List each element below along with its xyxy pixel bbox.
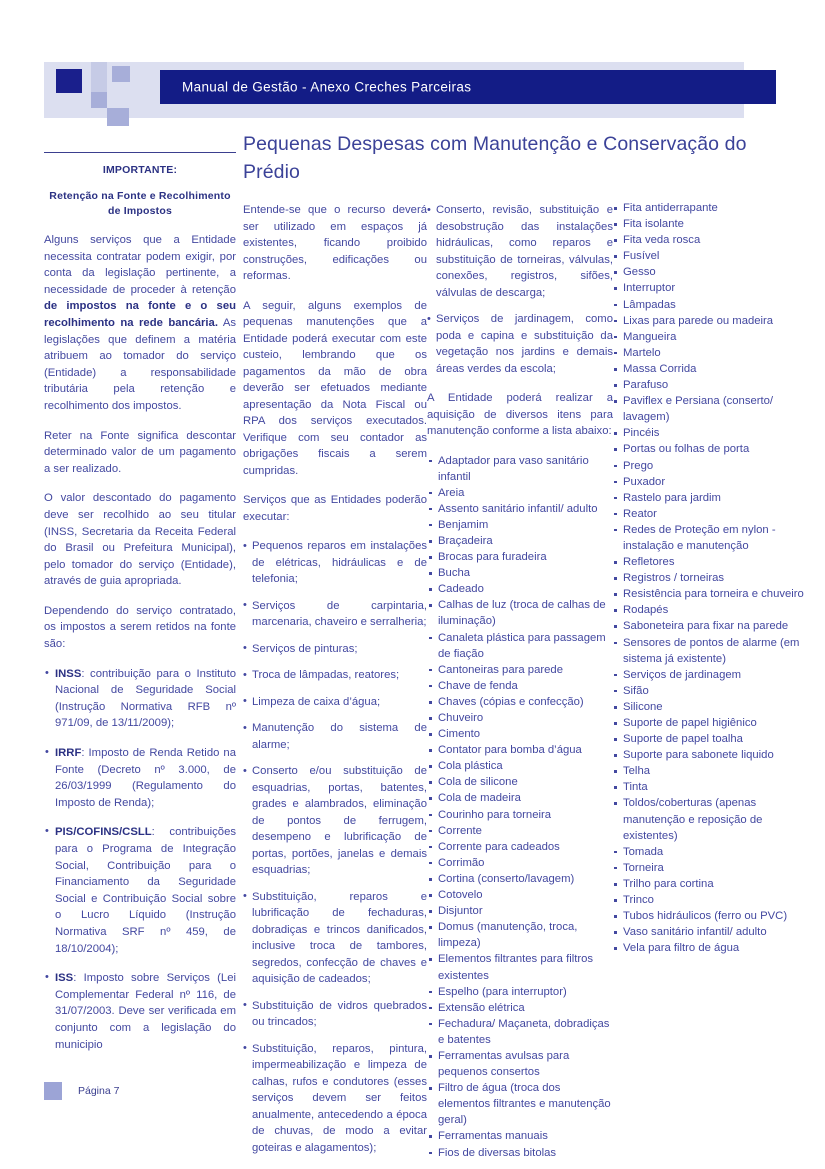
sidebar-heading-subject: Retenção na Fonte e Recolhimento de Impostos	[49, 190, 231, 217]
list-item: Fechadura/ Maçaneta, dobradiças e batentes	[427, 1016, 613, 1048]
list-item: Chave de fenda	[427, 678, 613, 694]
list-item: Trilho para cortina	[612, 876, 804, 892]
list-item: Resistência para torneira e chuveiro	[612, 586, 804, 602]
tax-label: INSS	[55, 667, 82, 680]
list-item: Torneira	[612, 860, 804, 876]
header-title-bar	[160, 70, 776, 104]
list-item: Areia	[427, 485, 613, 501]
list-item: Bucha	[427, 565, 613, 581]
page-title: Pequenas Despesas com Manutenção e Conservação do Prédio	[243, 133, 747, 183]
list-item: • Conserto e/ou substituição de esquadrias, portas, batentes, grades e alambrados, eliminação de pontos de ferrugem, desempeno e lubrificação de portas, portões, janelas e demais esquadrias;	[243, 763, 427, 879]
tax-text: : Imposto de Renda Retido na Fonte (Decreto nº 3.000, de 26/03/1999 (Regulamento do Imposto de Renda);	[55, 747, 236, 809]
list-item: Lâmpadas	[612, 297, 804, 313]
list-item: Corrente	[427, 823, 613, 839]
list-item: Cimento	[427, 726, 613, 742]
list-item: • Limpeza de caixa d’água;	[243, 694, 427, 711]
list-item: • Conserto, revisão, substituição e desobstrução das instalações hidráulicas, como reparos e substituição de torneiras, válvulas, conexões, registros, sifões, válvulas de descarga;	[427, 202, 613, 301]
list-item: Prego	[612, 458, 804, 474]
sidebar-paragraph-1-bold: de impostos na fonte e o seu recolhimento na rede bancária.	[44, 300, 236, 329]
list-item: Tomada	[612, 844, 804, 860]
list-item: Suporte de papel higiênico	[612, 715, 804, 731]
list-item: • Manutenção do sistema de alarme;	[243, 720, 427, 753]
list-item: Fita veda rosca	[612, 232, 804, 248]
list-item: • Serviços de jardinagem, como poda e capina e substituição da vegetação nos jardins e demais áreas verdes da escola;	[427, 311, 613, 377]
col3-services-list	[427, 202, 613, 377]
list-item: Saboneteira para fixar na parede	[612, 618, 804, 634]
list-item: Vela para filtro de água	[612, 940, 804, 956]
header-decor-square-mid-1	[91, 92, 107, 108]
list-item: Ferramentas manuais	[427, 1128, 613, 1144]
list-item: Redes de Proteção em nylon - instalação e manutenção	[612, 522, 804, 554]
sidebar-divider	[44, 152, 236, 153]
sidebar-paragraph-2: Reter na Fonte significa descontar determinado valor de um pagamento a ser realizado.	[44, 429, 236, 475]
content-column-4	[612, 200, 804, 956]
col2-services-list	[243, 538, 427, 1156]
list-item: Extensão elétrica	[427, 1000, 613, 1016]
sidebar-paragraph-1	[44, 232, 236, 415]
list-item: Rodapés	[612, 602, 804, 618]
col2-paragraph-3: Serviços que as Entidades poderão executar:	[243, 494, 427, 523]
list-item: Suporte de papel toalha	[612, 731, 804, 747]
list-item	[44, 824, 236, 957]
content-column-2	[243, 202, 427, 1169]
list-item: Brocas para furadeira	[427, 549, 613, 565]
header-decor-square-dark-1	[56, 69, 82, 93]
list-item: Interruptor	[612, 280, 804, 296]
list-item: Registros / torneiras	[612, 570, 804, 586]
page-footer	[44, 1082, 119, 1100]
tax-label: PIS/COFINS/CSLL	[55, 826, 152, 839]
tax-label: ISS	[55, 972, 74, 985]
tax-text: : contribuições para o Programa de Integração Social, Contribuição para o Financiamento da Seguridade Social e Contribuição Social sobre o Lucro Líquido (Instrução Normativa SRF nº 459, de 18/10/2004);	[55, 826, 236, 955]
list-item: Elementos filtrantes para filtros existentes	[427, 951, 613, 983]
list-item: Benjamim	[427, 517, 613, 533]
list-item: Mangueira	[612, 329, 804, 345]
header-title: Manual de Gestão - Anexo Creches Parceiras	[182, 79, 472, 95]
header-decor-square-mid-3	[112, 66, 130, 82]
list-item: Assento sanitário infantil/ adulto	[427, 501, 613, 517]
list-item: Espelho (para interruptor)	[427, 984, 613, 1000]
list-item: • Substituição de vidros quebrados ou trincados;	[243, 998, 427, 1031]
list-item: Vaso sanitário infantil/ adulto	[612, 924, 804, 940]
list-item: • Serviços de carpintaria, marcenaria, chaveiro e serralheria;	[243, 598, 427, 631]
list-item: Parafuso	[612, 377, 804, 393]
list-item: Sensores de pontos de alarme (em sistema já existente)	[612, 635, 804, 667]
list-item: Corrente para cadeados	[427, 839, 613, 855]
tax-text: : contribuição para o Instituto Nacional de Seguridade Social (Instrução Normativa RFB nº 971/09, de 13/11/2009);	[55, 667, 236, 730]
sidebar-paragraph-3: O valor descontado do pagamento deve ser recolhido ao seu titular (INSS, Secretaria da Receita Federal do Brasil ou Prefeitura Municipal), pelo tomador do serviço (Entidade), através de guia apropriada.	[44, 492, 236, 588]
list-item	[44, 970, 236, 1053]
col3-intro-paragraph: A Entidade poderá realizar a aquisição de diversos itens para manutenção conforme a lista abaixo:	[427, 392, 613, 437]
list-item: Puxador	[612, 474, 804, 490]
footer-decor-square	[44, 1082, 62, 1100]
list-item: • Pequenos reparos em instalações de elétricas, hidráulicas e de telefonia;	[243, 538, 427, 588]
list-item: Fita antiderrapante	[612, 200, 804, 216]
sidebar-heading-important: IMPORTANTE:	[102, 164, 178, 176]
sidebar-tax-list	[44, 666, 236, 1053]
list-item: Braçadeira	[427, 533, 613, 549]
list-item: Telha	[612, 763, 804, 779]
list-item: Corrimão	[427, 855, 613, 871]
list-item: Cadeado	[427, 581, 613, 597]
list-item: Serviços de jardinagem	[612, 667, 804, 683]
list-item: Suporte para sabonete liquido	[612, 747, 804, 763]
list-item: • Substituição, reparos e lubrificação de fechaduras, dobradiças e trincos danificados, inclusive troca de tambores, segredos, confecção de chaves e aquisição de cadeados;	[243, 889, 427, 988]
list-item: Gesso	[612, 264, 804, 280]
list-item: Toldos/coberturas (apenas manutenção e reposição de existentes)	[612, 795, 804, 843]
sidebar-paragraph-1-tail: As legislações que definem a matéria atribuem ao tomador do serviço (Entidade) a responsabilidade tributária pela retenção e recolhimento dos impostos.	[44, 316, 237, 412]
list-item: Rastelo para jardim	[612, 490, 804, 506]
col4-items-list	[612, 200, 804, 956]
list-item: Pincéis	[612, 425, 804, 441]
list-item: Paviflex e Persiana (conserto/ lavagem)	[612, 393, 804, 425]
col2-paragraph-1: Entende-se que o recurso deverá ser utilizado em espaços já existentes, ficando proibido construções, edificações ou reformas.	[243, 204, 427, 282]
list-item: Cantoneiras para parede	[427, 662, 613, 678]
sidebar-paragraph-1-lead: Alguns serviços que a Entidade necessita contratar podem exigir, por conta da legislação pertinente, a necessidade de proceder à retenção	[44, 234, 236, 296]
list-item: • Troca de lâmpadas, reatores;	[243, 667, 427, 684]
list-item: Cola de madeira	[427, 790, 613, 806]
list-item: Chuveiro	[427, 710, 613, 726]
list-item: Cola plástica	[427, 758, 613, 774]
list-item: Fusível	[612, 248, 804, 264]
list-item: Ferramentas avulsas para pequenos consertos	[427, 1048, 613, 1080]
list-item: Calhas de luz (troca de calhas de iluminação)	[427, 597, 613, 629]
list-item: Cotovelo	[427, 887, 613, 903]
col3-items-list	[427, 453, 613, 1161]
content-column-3	[427, 202, 613, 1161]
list-item: Fios de diversas bitolas	[427, 1145, 613, 1161]
sidebar-paragraph-4: Dependendo do serviço contratado, os impostos a serem retidos na fonte são:	[44, 604, 236, 651]
list-item: Reator	[612, 506, 804, 522]
list-item: Martelo	[612, 345, 804, 361]
list-item: Cortina (conserto/lavagem)	[427, 871, 613, 887]
tax-label: IRRF	[55, 747, 82, 760]
list-item: Trinco	[612, 892, 804, 908]
list-item: Sifão	[612, 683, 804, 699]
list-item: • Serviços de pinturas;	[243, 641, 427, 658]
list-item: Contator para bomba d’água	[427, 742, 613, 758]
header-decor-square-mid-2	[107, 108, 129, 126]
list-item: Cola de silicone	[427, 774, 613, 790]
list-item	[44, 745, 236, 811]
list-item: Filtro de água (troca dos elementos filtrantes e manutenção geral)	[427, 1080, 613, 1128]
list-item: • Substituição, reparos, pintura, impermeabilização e limpeza de calhas, rufos e condutores (esses serviços devem ser feitos anualmente, antecedendo a época de chuvas, de modo a evitar goteiras e alagamentos);	[243, 1041, 427, 1157]
list-item: Adaptador para vaso sanitário infantil	[427, 453, 613, 485]
list-item: Fita isolante	[612, 216, 804, 232]
tax-text: : Imposto sobre Serviços (Lei Complementar Federal nº 116, de 31/07/2003. Deve ser verificada em conjunto com a legislação do municipio	[55, 972, 236, 1051]
list-item: Tinta	[612, 779, 804, 795]
list-item: Portas ou folhas de porta	[612, 441, 804, 457]
list-item: Refletores	[612, 554, 804, 570]
list-item	[44, 666, 236, 732]
list-item: Lixas para parede ou madeira	[612, 313, 804, 329]
header-decor-square-light-1	[91, 62, 107, 92]
sidebar-important-box	[44, 152, 236, 1066]
page-number-label: Página 7	[78, 1085, 120, 1097]
list-item: Courinho para torneira	[427, 807, 613, 823]
page-header	[44, 62, 776, 124]
list-item: Canaleta plástica para passagem de fiação	[427, 630, 613, 662]
list-item: Disjuntor	[427, 903, 613, 919]
list-item: Domus (manutenção, troca, limpeza)	[427, 919, 613, 951]
list-item: Tubos hidráulicos (ferro ou PVC)	[612, 908, 804, 924]
col2-paragraph-2: A seguir, alguns exemplos de pequenas manutenções que a Entidade poderá executar com este custeio, lembrando que os pagamentos da mão de obra deverão ser efetuados mediante apresentação da Nota Fiscal ou RPA dos serviços executados. Verifique com seu contador as obrigações fiscais a serem cumpridas.	[243, 299, 427, 477]
list-item: Chaves (cópias e confecção)	[427, 694, 613, 710]
list-item: Silicone	[612, 699, 804, 715]
list-item: Massa Corrida	[612, 361, 804, 377]
